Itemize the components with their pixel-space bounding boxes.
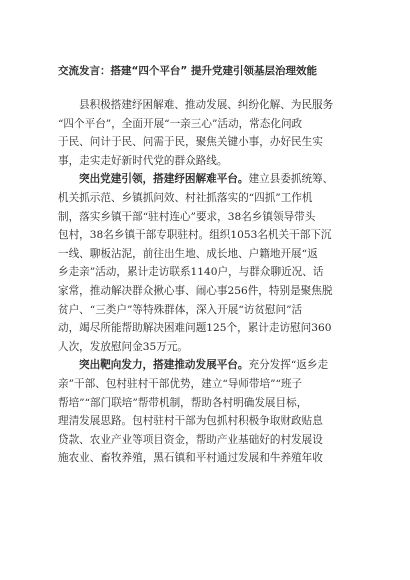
text-line: 制，落实乡镇干部“驻村连心”要求，38名乡镇领导带头: [58, 210, 316, 223]
text-line: 于民、问计于民、问需于民，聚焦关键小事，办好民生实: [58, 136, 323, 149]
text-line: 贫户、“三类户”等特殊群体，深入开展“访贫慰问”活: [58, 303, 303, 316]
text-line: 突出靶向发力，搭建推动发展平台。充分发挥“返乡走: [79, 359, 329, 372]
paragraph-intro: [58, 96, 352, 170]
document-title: 交流发言：搭建“四个平台” 提升党建引领基层治理效能: [58, 65, 317, 77]
text-line: 帮培”“部门联培”帮带机制，帮助各村明确发展目标，: [58, 396, 308, 409]
text-line: 乡走亲”活动，累计走访联系1140户，与群众聊近况、话: [58, 266, 324, 279]
text-line: 包村，38名乡镇干部专职驻村。组织1053名机关干部下沉: [58, 229, 332, 242]
text-line: 家常，推动解决群众揪心事、闹心事256件，特别是聚焦脱: [58, 284, 333, 297]
paragraph-lead: 突出靶向发力，搭建推动发展平台。: [79, 359, 249, 372]
text-line: 贷款、农业产业等项目资金，帮助产业基础好的村发展设: [58, 433, 323, 446]
text-line: 县积极搭建纾困解难、推动发展、纠纷化解、为民服务: [79, 99, 334, 111]
text-line: 一线、聊板沾泥，前往出生地、成长地、户籍地开展“返: [58, 247, 318, 260]
text-line: 施农业、畜牧养殖，黑石镇和平村通过发展和牛养殖年收: [58, 452, 323, 465]
paragraph-development: [58, 356, 352, 468]
text-line: 人次，发放慰问金35万元。: [58, 340, 189, 353]
text-line: 事，走实走好新时代党的群众路线。: [58, 154, 228, 167]
paragraph-lead: 突出党建引领，搭建纾困解难平台。: [79, 173, 249, 186]
paragraph-party-building: [58, 170, 352, 356]
document-page: [58, 64, 352, 468]
text-line: 机关抓示范、乡镇抓问效、村社抓落实的“四抓”工作机: [58, 191, 313, 204]
text-line: “四个平台”，全面开展“一亲三心”活动，常态化问政: [58, 117, 303, 130]
text-line: 理清发展思路。包村驻村干部为包抓村积极争取财政贴息: [58, 415, 323, 428]
text-line: 亲”干部、包村驻村干部优势，建立“导师带培”“班子: [58, 377, 303, 390]
text-line: 突出党建引领，搭建纾困解难平台。建立县委抓统筹、: [79, 173, 334, 186]
text-line: 动，竭尽所能帮助解决困难问题125个，累计走访慰问360: [58, 322, 332, 335]
